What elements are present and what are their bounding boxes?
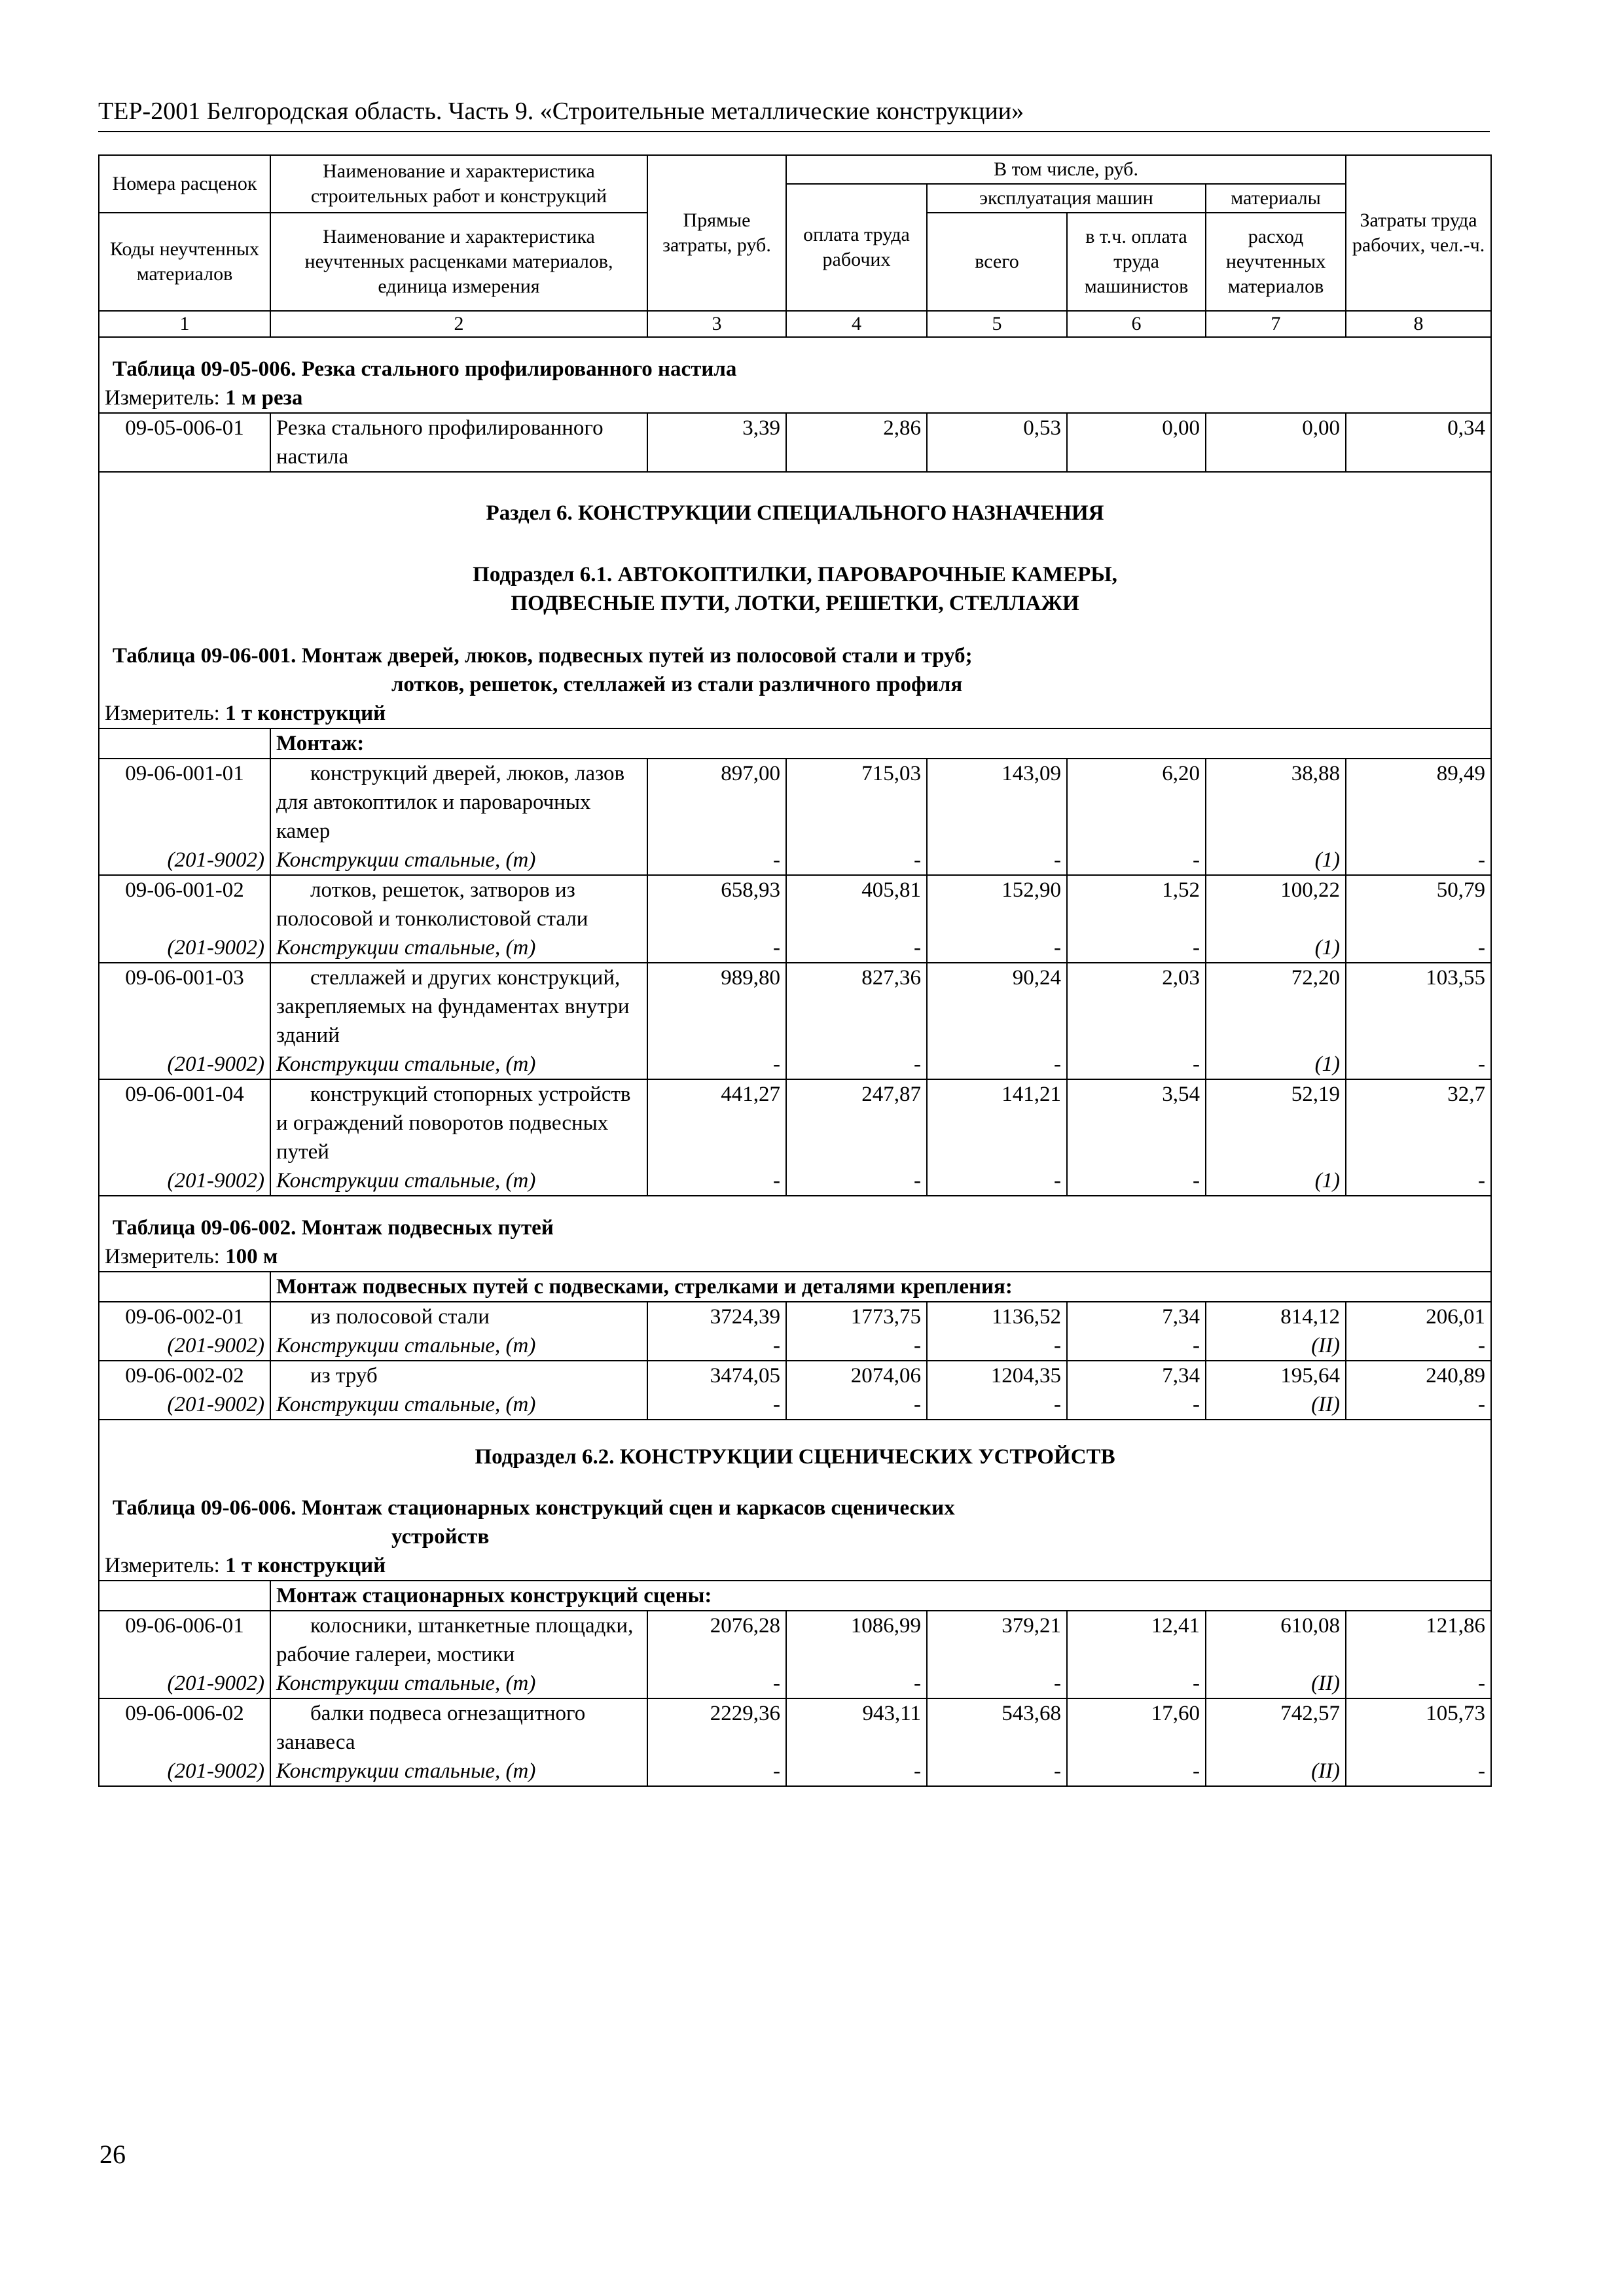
material-value: - — [786, 1669, 927, 1698]
material-value: (1) — [1206, 846, 1346, 875]
labor: 89,49 — [1346, 759, 1491, 846]
direct-costs: 3,39 — [647, 413, 786, 472]
col-header-wages: оплата труда рабочих — [786, 184, 927, 311]
material-row — [99, 1669, 1491, 1698]
material-value: - — [647, 1050, 786, 1079]
wages: 2074,06 — [786, 1361, 927, 1390]
col-number: 5 — [927, 311, 1067, 337]
materials: 742,57 — [1206, 1698, 1346, 1757]
col-number: 4 — [786, 311, 927, 337]
rate-name: из полосовой стали — [270, 1302, 647, 1331]
material-value: (1) — [1206, 1050, 1346, 1079]
wages: 1086,99 — [786, 1611, 927, 1669]
material-row — [99, 1331, 1491, 1361]
section-title: Раздел 6. КОНСТРУКЦИИ СПЕЦИАЛЬНОГО НАЗНАЧЕНИЯ — [99, 499, 1491, 528]
wages: 2,86 — [786, 413, 927, 472]
material-code: (201-9002) — [99, 846, 270, 875]
table-title: Таблица 09-06-002. Монтаж подвесных путей — [99, 1213, 1491, 1242]
table-title: Таблица 09-05-006. Резка стального профилированного настила — [99, 355, 1491, 384]
material-name: Конструкции стальные, (т) — [270, 1757, 647, 1786]
group-subhead: Монтаж подвесных путей с подвесками, стрелками и деталями крепления: — [270, 1272, 1491, 1302]
material-value: - — [927, 1331, 1067, 1361]
subsection-title: Подраздел 6.1. АВТОКОПТИЛКИ, ПАРОВАРОЧНЫЕ КАМЕРЫ, — [99, 560, 1491, 589]
rate-name: балки подвеса огнезащитного занавеса — [270, 1698, 647, 1757]
machinist-wages: 1,52 — [1067, 875, 1206, 933]
rate-code: 09-06-001-04 — [99, 1079, 270, 1166]
machinist-wages: 17,60 — [1067, 1698, 1206, 1757]
machinist-wages: 7,34 — [1067, 1302, 1206, 1331]
rate-name: колосники, штанкетные площадки, рабочие галереи, мостики — [270, 1611, 647, 1669]
material-value: (II) — [1206, 1757, 1346, 1786]
machines-total: 152,90 — [927, 875, 1067, 933]
col-header-materials: материалы — [1206, 184, 1346, 213]
table-row — [99, 1302, 1491, 1331]
material-code: (201-9002) — [99, 1050, 270, 1079]
col-header-unaccounted-materials: расход неучтенных материалов — [1206, 213, 1346, 311]
rate-name: Резка стального профилированного настила — [270, 413, 647, 472]
material-value: - — [647, 1669, 786, 1698]
material-row — [99, 1050, 1491, 1079]
machines-total: 143,09 — [927, 759, 1067, 846]
wages: 827,36 — [786, 963, 927, 1050]
material-value: - — [786, 1050, 927, 1079]
labor: 105,73 — [1346, 1698, 1491, 1757]
table-row — [99, 875, 1491, 933]
material-value: - — [786, 1166, 927, 1196]
table-row — [99, 963, 1491, 1050]
meter: Измеритель: 1 т конструкций — [99, 1551, 1491, 1581]
material-value: - — [1067, 933, 1206, 963]
group-subhead: Монтаж стационарных конструкций сцены: — [270, 1581, 1491, 1611]
col-header-codes-top: Номера расценок — [99, 155, 270, 213]
machines-total: 0,53 — [927, 413, 1067, 472]
direct-costs: 3474,05 — [647, 1361, 786, 1390]
rate-code: 09-06-001-01 — [99, 759, 270, 846]
machinist-wages: 0,00 — [1067, 413, 1206, 472]
direct-costs: 897,00 — [647, 759, 786, 846]
material-value: - — [927, 1050, 1067, 1079]
wages: 247,87 — [786, 1079, 927, 1166]
material-code: (201-9002) — [99, 1757, 270, 1786]
direct-costs: 3724,39 — [647, 1302, 786, 1331]
material-row — [99, 1757, 1491, 1786]
col-header-name-bottom: Наименование и характеристика неучтенных расценками материалов, единица измерения — [270, 213, 647, 311]
material-value: - — [647, 1390, 786, 1420]
materials: 814,12 — [1206, 1302, 1346, 1331]
header-rule — [98, 131, 1490, 132]
direct-costs: 2229,36 — [647, 1698, 786, 1757]
rate-code: 09-06-002-02 — [99, 1361, 270, 1390]
col-number: 6 — [1067, 311, 1206, 337]
machines-total: 90,24 — [927, 963, 1067, 1050]
subsection-title: Подраздел 6.2. КОНСТРУКЦИИ СЦЕНИЧЕСКИХ УСТРОЙСТВ — [99, 1443, 1491, 1471]
material-value: - — [1346, 1331, 1491, 1361]
material-value: - — [927, 846, 1067, 875]
rate-code: 09-06-006-02 — [99, 1698, 270, 1757]
table-title-cont: устройств — [99, 1522, 1491, 1551]
material-name: Конструкции стальные, (т) — [270, 1669, 647, 1698]
material-value: - — [1067, 1390, 1206, 1420]
table-title: Таблица 09-06-001. Монтаж дверей, люков, подвесных путей из полосовой стали и труб; — [99, 641, 1491, 670]
col-header-machinist-wages: в т.ч. оплата труда машинистов — [1067, 213, 1206, 311]
material-value: - — [1067, 1757, 1206, 1786]
wages: 405,81 — [786, 875, 927, 933]
col-header-codes-bottom: Коды неучтенных материалов — [99, 213, 270, 311]
material-value: - — [1346, 1390, 1491, 1420]
material-value: - — [786, 1757, 927, 1786]
material-code: (201-9002) — [99, 1331, 270, 1361]
rate-code: 09-05-006-01 — [99, 413, 270, 472]
material-value: - — [927, 1757, 1067, 1786]
material-value: (II) — [1206, 1669, 1346, 1698]
price-table — [98, 154, 1492, 1787]
wages: 943,11 — [786, 1698, 927, 1757]
table-title-cont: лотков, решеток, стеллажей из стали различного профиля — [99, 670, 1491, 699]
material-code: (201-9002) — [99, 1390, 270, 1420]
rate-code: 09-06-001-03 — [99, 963, 270, 1050]
rate-name: стеллажей и других конструкций, закрепляемых на фундаментах внутри зданий — [270, 963, 647, 1050]
table-row — [99, 413, 1491, 472]
table-row — [99, 1611, 1491, 1669]
group-subhead: Монтаж: — [270, 728, 1491, 759]
material-value: - — [1067, 1166, 1206, 1196]
material-value: - — [927, 1669, 1067, 1698]
material-code: (201-9002) — [99, 933, 270, 963]
labor: 32,7 — [1346, 1079, 1491, 1166]
material-value: (II) — [1206, 1390, 1346, 1420]
running-title: ТЕР-2001 Белгородская область. Часть 9. «Строительные металлические конструкции» — [98, 98, 1024, 125]
material-value: - — [1346, 1757, 1491, 1786]
labor: 206,01 — [1346, 1302, 1491, 1331]
direct-costs: 658,93 — [647, 875, 786, 933]
machinist-wages: 3,54 — [1067, 1079, 1206, 1166]
material-value: (II) — [1206, 1331, 1346, 1361]
material-value: - — [927, 1166, 1067, 1196]
material-value: - — [1346, 846, 1491, 875]
column-numbers-row — [99, 311, 1491, 337]
machines-total: 141,21 — [927, 1079, 1067, 1166]
material-name: Конструкции стальные, (т) — [270, 1390, 647, 1420]
material-value: - — [1067, 1331, 1206, 1361]
materials: 52,19 — [1206, 1079, 1346, 1166]
col-header-direct-costs: Прямые затраты, руб. — [647, 155, 786, 311]
rate-name: из труб — [270, 1361, 647, 1390]
material-value: - — [927, 1390, 1067, 1420]
labor: 240,89 — [1346, 1361, 1491, 1390]
col-header-name-top: Наименование и характеристика строительных работ и конструкций — [270, 155, 647, 213]
material-code: (201-9002) — [99, 1166, 270, 1196]
material-value: - — [786, 1331, 927, 1361]
material-value: - — [647, 1757, 786, 1786]
table-title: Таблица 09-06-006. Монтаж стационарных конструкций сцен и каркасов сценических — [99, 1494, 1491, 1522]
material-value: - — [647, 1166, 786, 1196]
col-number: 7 — [1206, 311, 1346, 337]
material-value: - — [786, 1390, 927, 1420]
table-row — [99, 1079, 1491, 1166]
material-value: (1) — [1206, 933, 1346, 963]
col-header-machines: эксплуатация машин — [927, 184, 1206, 213]
col-header-group: В том числе, руб. — [786, 155, 1346, 184]
material-code: (201-9002) — [99, 1669, 270, 1698]
rate-code: 09-06-001-02 — [99, 875, 270, 933]
rate-name: конструкций стопорных устройств и ограждений поворотов подвесных путей — [270, 1079, 647, 1166]
direct-costs: 989,80 — [647, 963, 786, 1050]
machinist-wages: 6,20 — [1067, 759, 1206, 846]
direct-costs: 2076,28 — [647, 1611, 786, 1669]
materials: 0,00 — [1206, 413, 1346, 472]
table-row — [99, 759, 1491, 846]
material-value: - — [647, 846, 786, 875]
materials: 72,20 — [1206, 963, 1346, 1050]
labor: 121,86 — [1346, 1611, 1491, 1669]
labor: 50,79 — [1346, 875, 1491, 933]
material-row — [99, 1390, 1491, 1420]
material-value: - — [786, 933, 927, 963]
col-number: 1 — [99, 311, 270, 337]
material-value: - — [1067, 846, 1206, 875]
material-value: - — [1346, 1166, 1491, 1196]
material-name: Конструкции стальные, (т) — [270, 846, 647, 875]
meter: Измеритель: 1 м реза — [99, 384, 1491, 413]
material-name: Конструкции стальные, (т) — [270, 1331, 647, 1361]
machines-total: 1204,35 — [927, 1361, 1067, 1390]
material-name: Конструкции стальные, (т) — [270, 933, 647, 963]
material-row — [99, 1166, 1491, 1196]
materials: 100,22 — [1206, 875, 1346, 933]
machines-total: 379,21 — [927, 1611, 1067, 1669]
table-row — [99, 1698, 1491, 1757]
materials: 195,64 — [1206, 1361, 1346, 1390]
machinist-wages: 7,34 — [1067, 1361, 1206, 1390]
material-value: - — [1067, 1050, 1206, 1079]
material-value: (1) — [1206, 1166, 1346, 1196]
material-value: - — [927, 933, 1067, 963]
col-header-labor: Затраты труда рабочих, чел.-ч. — [1346, 155, 1491, 311]
subsection-title-cont: ПОДВЕСНЫЕ ПУТИ, ЛОТКИ, РЕШЕТКИ, СТЕЛЛАЖИ — [99, 589, 1491, 618]
material-row — [99, 933, 1491, 963]
wages: 715,03 — [786, 759, 927, 846]
machines-total: 1136,52 — [927, 1302, 1067, 1331]
material-value: - — [786, 846, 927, 875]
material-value: - — [1346, 1669, 1491, 1698]
material-value: - — [647, 1331, 786, 1361]
machinist-wages: 2,03 — [1067, 963, 1206, 1050]
rate-name: конструкций дверей, люков, лазов для автокоптилок и пароварочных камер — [270, 759, 647, 846]
material-name: Конструкции стальные, (т) — [270, 1166, 647, 1196]
col-number: 3 — [647, 311, 786, 337]
table-row — [99, 1361, 1491, 1390]
material-value: - — [647, 933, 786, 963]
material-value: - — [1067, 1669, 1206, 1698]
direct-costs: 441,27 — [647, 1079, 786, 1166]
material-value: - — [1346, 1050, 1491, 1079]
meter: Измеритель: 100 м — [99, 1242, 1491, 1272]
labor: 103,55 — [1346, 963, 1491, 1050]
materials: 38,88 — [1206, 759, 1346, 846]
material-value: - — [1346, 933, 1491, 963]
rate-code: 09-06-006-01 — [99, 1611, 270, 1669]
machines-total: 543,68 — [927, 1698, 1067, 1757]
labor: 0,34 — [1346, 413, 1491, 472]
col-header-machines-total: всего — [927, 213, 1067, 311]
wages: 1773,75 — [786, 1302, 927, 1331]
col-number: 8 — [1346, 311, 1491, 337]
machinist-wages: 12,41 — [1067, 1611, 1206, 1669]
material-row — [99, 846, 1491, 875]
rate-name: лотков, решеток, затворов из полосовой и тонколистовой стали — [270, 875, 647, 933]
col-number: 2 — [270, 311, 647, 337]
meter: Измеритель: 1 т конструкций — [99, 699, 1491, 728]
page-number: 26 — [99, 2140, 126, 2169]
rate-code: 09-06-002-01 — [99, 1302, 270, 1331]
material-name: Конструкции стальные, (т) — [270, 1050, 647, 1079]
materials: 610,08 — [1206, 1611, 1346, 1669]
